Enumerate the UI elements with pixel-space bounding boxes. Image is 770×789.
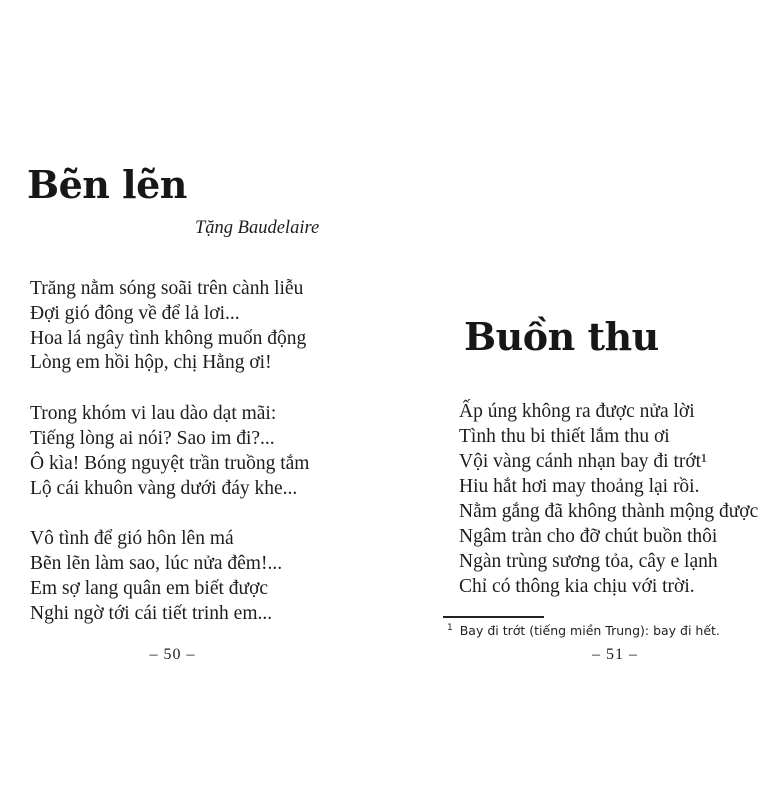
page-number-right: – 51 – <box>592 646 638 663</box>
poem-line: Ô kìa! Bóng nguyệt trần truồng tắm <box>30 452 310 474</box>
page-number-left: – 50 – <box>149 646 196 663</box>
stanza <box>459 399 758 599</box>
footnote-marker: 1 <box>447 623 453 633</box>
poem-line: Vô tình để gió hôn lên má <box>30 528 234 550</box>
stanza <box>30 527 309 626</box>
stanza <box>30 277 309 376</box>
book-page-right <box>385 0 770 789</box>
stanza <box>30 402 309 501</box>
poem-title-buon-thu: Buồn thu <box>464 314 659 359</box>
poem-line: Hoa lá ngây tình không muốn động <box>30 327 307 349</box>
poem-line: Chỉ có thông kia chịu với trời. <box>459 576 695 597</box>
poem-line: Lòng em hồi hộp, chị Hằng ơi! <box>30 352 272 374</box>
poem-title-ben-len: Bẽn lẽn <box>27 162 187 207</box>
poem-line: Lộ cái khuôn vàng dưới đáy khe... <box>30 477 298 499</box>
poem-line: Ấp úng không ra được nửa lời <box>459 401 695 422</box>
footnote-definition: Bay đi trớt (tiếng miền Trung): bay đi hết. <box>459 623 720 639</box>
poem-body-ben-len <box>30 277 309 627</box>
poem-line: Trăng nằm sóng soãi trên cành liễu <box>30 278 304 299</box>
poem-line: Ngàn trùng sương tỏa, cây e lạnh <box>459 551 718 572</box>
poem-line: Bẽn lẽn làm sao, lúc nửa đêm!... <box>30 553 283 575</box>
footnote-divider <box>443 616 544 618</box>
poem-line: Ngâm tràn cho đỡ chút buồn thôi <box>459 526 718 547</box>
poem-line: Tiếng lòng ai nói? Sao im đi?... <box>30 427 275 449</box>
poem-line: Đợi gió đông về để lả lơi... <box>30 302 240 324</box>
poem-line: Hiu hắt hơi may thoảng lại rồi. <box>459 476 700 497</box>
poem-body-buon-thu <box>459 399 758 599</box>
dedication-line: Tặng Baudelaire <box>195 218 320 238</box>
poem-line: Em sợ lang quân em biết được <box>30 577 269 599</box>
poem-line: Tình thu bi thiết lắm thu ơi <box>459 426 670 447</box>
poem-line: Vội vàng cánh nhạn bay đi trớt¹ <box>459 451 707 472</box>
poem-line: Trong khóm vi lau dào dạt mãi: <box>30 403 277 425</box>
poem-line: Nghi ngờ tới cái tiết trinh em... <box>30 602 273 624</box>
poem-line: Nằm gắng đã không thành mộng được <box>459 501 759 522</box>
footnote-text <box>447 620 720 639</box>
